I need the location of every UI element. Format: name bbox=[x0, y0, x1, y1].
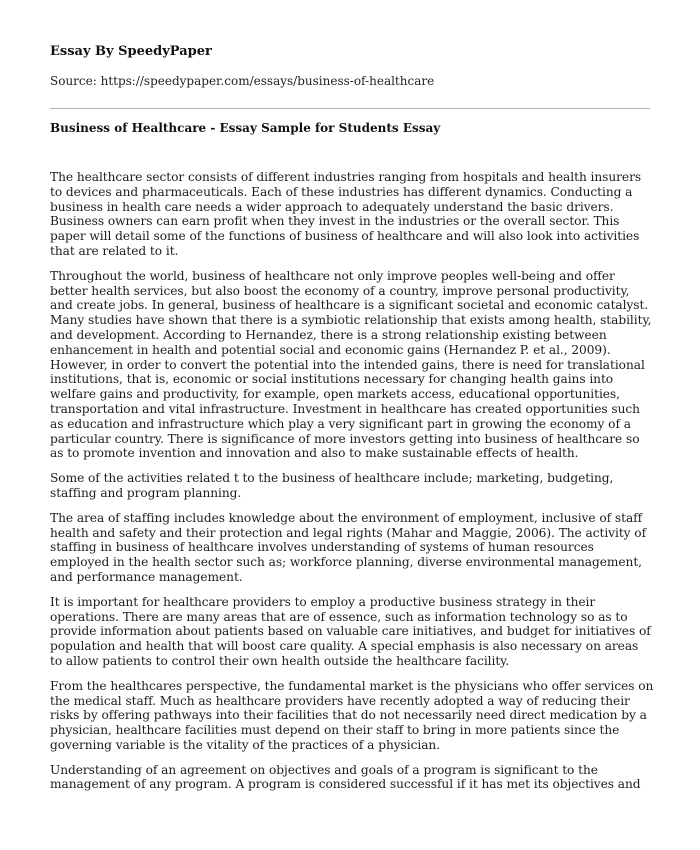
divider bbox=[50, 108, 650, 109]
paragraph-2: Throughout the world, business of healthcare not only improve peoples well-being and offer better health services, but also boost the economy of a country, improve personal productivity, and create jobs. In general, business of healthcare is a significant societal and economic catalyst. Many studies have shown that there is a symbiotic relationship that exists among health, stability, and development. According to Hernandez, there is a strong relationship existing between enhancement in health and potential social and economic gains (Hernandez P. et al., 2009). However, in order to convert the potential into the intended gains, there is need for translational institutions, that is, economic or social institutions necessary for changing health gains into welfare gains and productivity, for example, open markets access, educational opportunities, transportation and vital infrastructure. Investment in healthcare has created opportunities such as education and infrastructure which play a very significant part in growing the economy of a particular country. There is significance of more investors getting into business of healthcare so as to promote invention and innovation and also to make sustainable effects of health. bbox=[50, 268, 652, 461]
paragraph-1: The healthcare sector consists of different industries ranging from hospitals and health insurers to devices and pharmaceuticals. Each of these industries has different dynamics. Conducting a business in health care needs a wider approach to adequately understand the basic drivers. Business owners can earn profit when they invest in the industries or the overall sector. This paper will detail some of the functions of business of healthcare and will also look into activities that are related to it. bbox=[50, 170, 642, 258]
paragraph-4: The area of staffing includes knowledge about the environment of employment, inclusive of staff health and safety and their protection and legal rights (Mahar and Maggie, 2006). The activity of staffing in business of healthcare involves understanding of systems of human resources employed in the health sector such as; workforce planning, diverse environmental management, and performance management. bbox=[50, 510, 647, 584]
paragraph-5: It is important for healthcare providers to employ a productive business strategy in their operations. There are many areas that are of essence, such as information technology so as to provide information about patients based on valuable care initiatives, and budget for initiatives of population and health that will boost care quality. A special emphasis is also necessary on areas to allow patients to control their own health outside the healthcare facility. bbox=[50, 594, 651, 668]
essay-body bbox=[50, 170, 654, 802]
paragraph-3: Some of the activities related t to the business of healthcare include; marketing, budgeting, staffing and program planning. bbox=[50, 471, 614, 500]
source-line: Source: https://speedypaper.com/essays/business-of-healthcare bbox=[50, 74, 435, 88]
paragraph-7: Understanding of an agreement on objectives and goals of a program is significant to the management of any program. A program is considered successful if it has met its objectives and bbox=[50, 762, 641, 792]
paragraph-6: From the healthcares perspective, the fundamental market is the physicians who offer services on the medical staff. Much as healthcare providers have recently adopted a way of reducing their risks by offering pathways into their facilities that do not necessarily need direct medication by a physician, healthcare facilities must depend on their staff to bring in more patients since the governing variable is the vitality of the practices of a physician. bbox=[50, 678, 654, 752]
essay-title: Business of Healthcare - Essay Sample for Students Essay bbox=[50, 121, 441, 135]
site-title: Essay By SpeedyPaper bbox=[50, 44, 212, 59]
